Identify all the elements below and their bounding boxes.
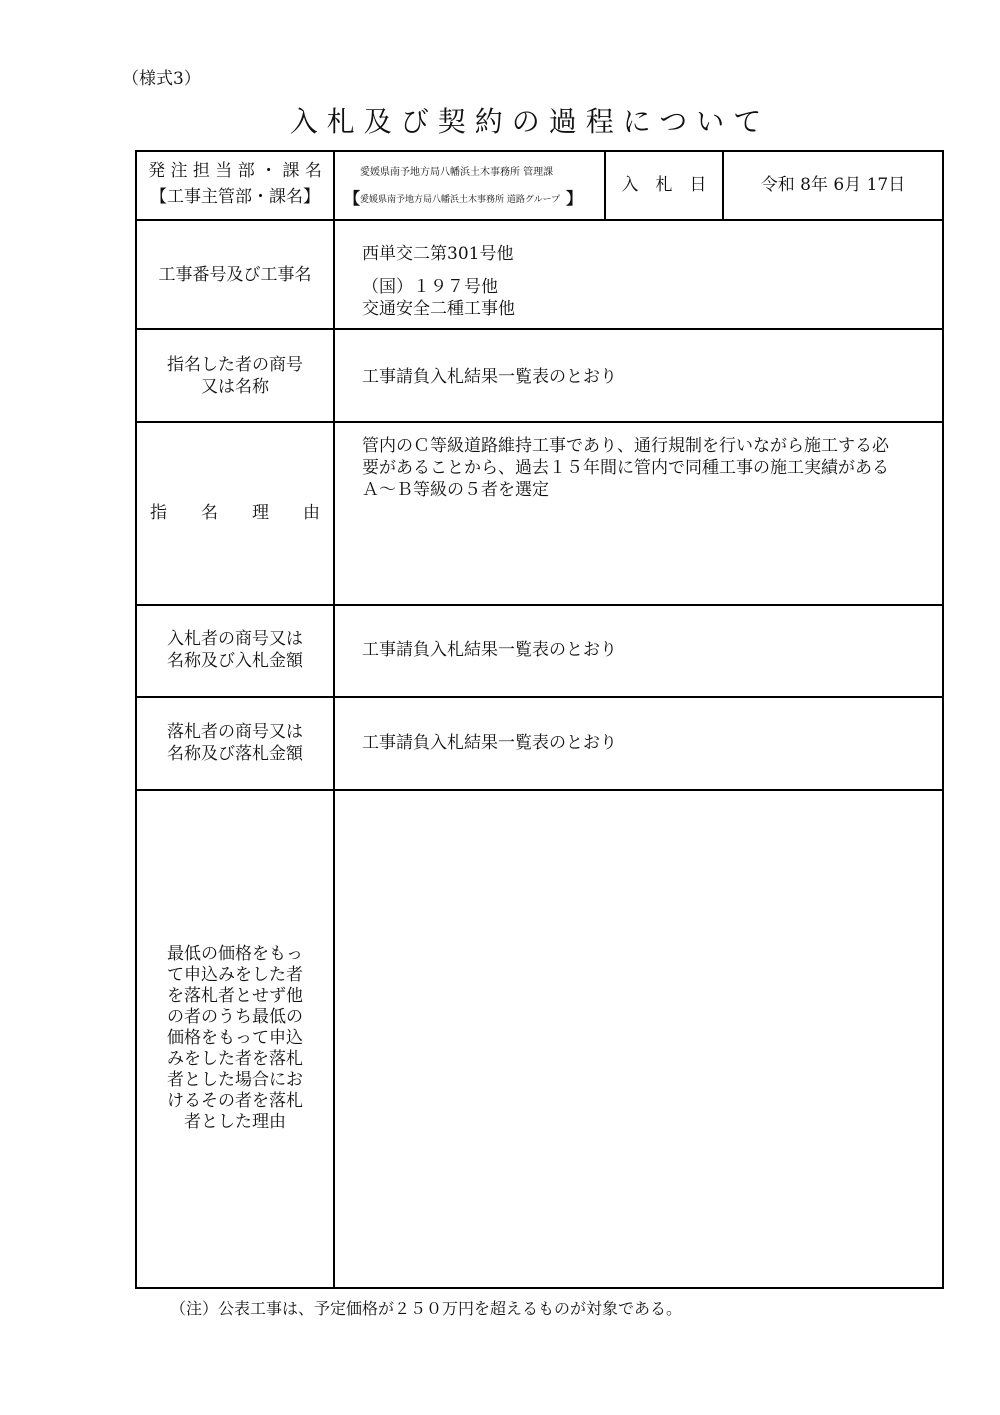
dept-label-line1: 発 注 担 当 部 ・ 課 名 [148,161,322,181]
dept-label [137,158,333,210]
reason-label: 指 名 理 由 [150,503,320,523]
exception-label-line: を落札者とせず他 [167,986,303,1006]
work-number: 西単交二第301号他 [362,244,514,264]
bid-date-label: 入 札 日 [621,175,707,195]
bidders-label [137,628,333,672]
bidders-label-line1: 入札者の商号又は [167,629,303,649]
exception-label-line: の者のうち最低の [167,1007,303,1027]
exception-label-line: けるその者を落札 [167,1091,303,1111]
work-name-value [362,243,922,320]
work-title: 交通安全二種工事他 [362,299,515,319]
exception-label-line: 者とした場合にお [167,1070,303,1090]
reason-value [362,435,942,501]
bid-date-value: 令和 8年 6月 17日 [760,175,906,195]
work-route: （国）１９７号他 [362,277,498,297]
winner-label-line1: 落札者の商号又は [167,722,303,742]
bracket-close: 】 [566,189,583,208]
winner-value: 工事請負入札結果一覧表のとおり [362,733,617,753]
exception-label-line: 者とした理由 [184,1112,286,1132]
reason-line1: 管内のＣ等級道路維持工事であり、通行規制を行いながら施工する必 [362,436,889,456]
exception-label-line: 最低の価格をもっ [167,944,303,964]
document-title: 入札及び契約の過程について [289,105,771,138]
exception-label [137,944,333,1133]
dept-value-2 [344,188,594,210]
exception-label-line: みをした者を落札 [167,1049,303,1069]
nominees-label [137,354,333,398]
nominees-label-line2: 又は名称 [201,377,269,397]
reason-line2: 要があることから、過去１５年間に管内で同種工事の施工実績がある [362,458,889,478]
bidders-value: 工事請負入札結果一覧表のとおり [362,640,617,660]
bidders-label-line2: 名称及び入札金額 [167,651,303,671]
nominees-value: 工事請負入札結果一覧表のとおり [362,367,617,387]
exception-label-line: て申込みをした者 [167,965,303,985]
dept-value-2-text: 愛媛県南予地方局八幡浜土木事務所 道路グループ [360,195,561,205]
form-number-label: （様式3） [122,69,201,89]
dept-value-1: 愛媛県南予地方局八幡浜土木事務所 管理課 [360,167,554,178]
work-name-label: 工事番号及び工事名 [158,265,312,285]
winner-label-line2: 名称及び落札金額 [167,744,303,764]
footnote: （注）公表工事は、予定価格が２５０万円を超えるものが対象である。 [170,1299,683,1318]
exception-label-line: 価格をもって申込 [167,1028,303,1048]
dept-label-line2: 【工事主管部・課名】 [150,187,320,207]
winner-label [137,721,333,765]
nominees-label-line1: 指名した者の商号 [167,355,303,375]
bracket-open: 【 [344,189,361,208]
reason-line3: Ａ～Ｂ等級の５者を選定 [362,480,549,500]
